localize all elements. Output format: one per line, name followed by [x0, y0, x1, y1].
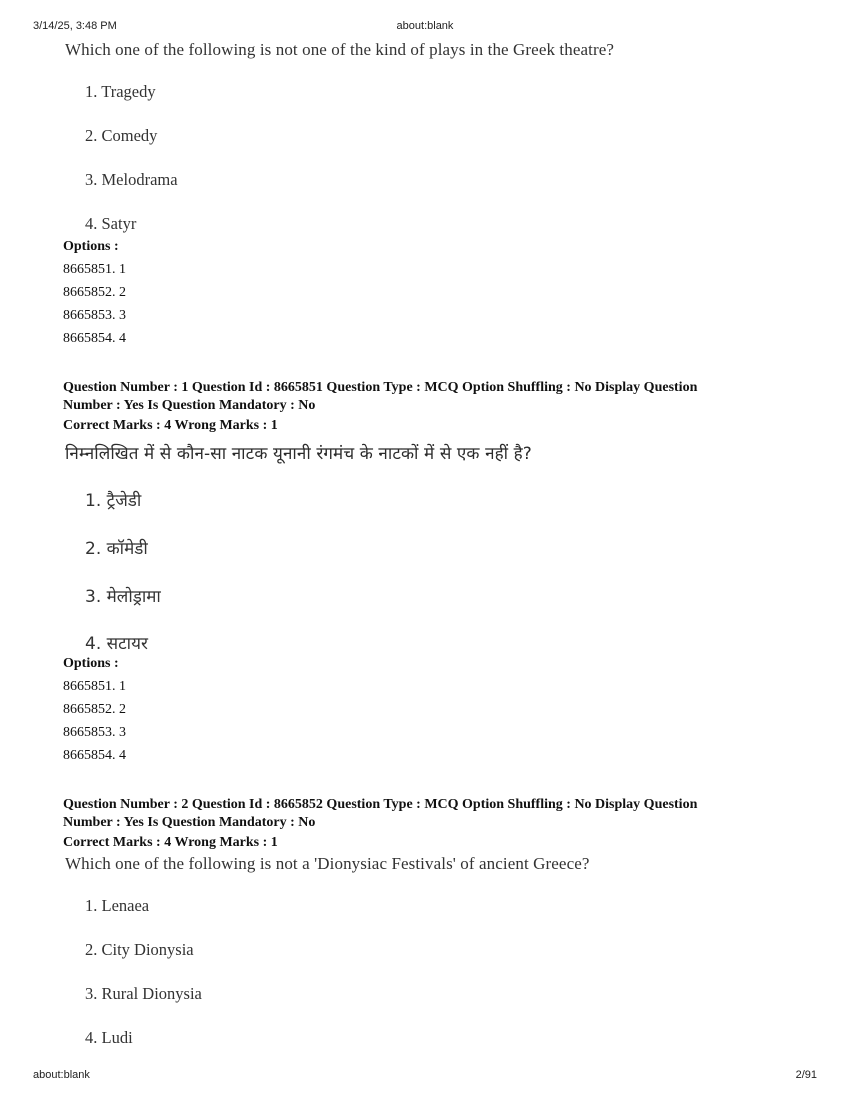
option-id: 8665854. 4: [63, 331, 126, 346]
question-1-choice-1: 1. Tragedy: [85, 82, 156, 101]
option-id: 8665853. 3: [63, 308, 126, 323]
question-1-choice-4: 4. Satyr: [85, 214, 137, 233]
question-meta-line: Number : Yes Is Question Mandatory : No: [63, 815, 316, 830]
question-2-choice-1: 1. ट्रैजेडी: [85, 491, 142, 511]
print-title: about:blank: [396, 20, 454, 32]
marks-line: Correct Marks : 4 Wrong Marks : 1: [63, 418, 278, 433]
options-label: Options :: [63, 656, 119, 671]
print-datetime: 3/14/25, 3:48 PM: [33, 20, 117, 32]
marks-line: Correct Marks : 4 Wrong Marks : 1: [63, 835, 278, 850]
question-meta: [63, 379, 783, 435]
question-3-choice-4: 4. Ludi: [85, 1028, 133, 1047]
option-id: 8665853. 3: [63, 725, 126, 740]
option-id: 8665851. 1: [63, 679, 126, 694]
question-meta-line: Number : Yes Is Question Mandatory : No: [63, 398, 316, 413]
question-meta: [63, 796, 783, 852]
question-2-choice-3: 3. मेलोड्रामा: [85, 587, 161, 607]
question-meta-line: Question Number : 2 Question Id : 8665852 Question Type : MCQ Option Shuffling : No Display Question: [63, 797, 698, 812]
question-3-choice-1: 1. Lenaea: [85, 896, 150, 915]
question-2-choice-4: 4. सटायर: [85, 634, 148, 654]
question-1-text: Which one of the following is not one of the kind of plays in the Greek theatre?: [65, 40, 615, 59]
question-1-choice-3: 3. Melodrama: [85, 170, 178, 189]
question-3-choice-3: 3. Rural Dionysia: [85, 984, 202, 1003]
options-label: Options :: [63, 239, 119, 254]
option-id: 8665852. 2: [63, 702, 126, 717]
option-id: 8665851. 1: [63, 262, 126, 277]
question-3-choice-2: 2. City Dionysia: [85, 940, 194, 959]
page-number: 2/91: [795, 1069, 817, 1081]
option-id: 8665852. 2: [63, 285, 126, 300]
option-id: 8665854. 4: [63, 748, 126, 763]
question-meta-line: Question Number : 1 Question Id : 8665851 Question Type : MCQ Option Shuffling : No Display Question: [63, 380, 698, 395]
print-url: about:blank: [33, 1069, 90, 1081]
question-2-choice-2: 2. कॉमेडी: [85, 539, 148, 559]
question-1-choice-2: 2. Comedy: [85, 126, 158, 145]
question-2-text-hindi: निम्नलिखित में से कौन-सा नाटक यूनानी रंगमंच के नाटकों में से एक नहीं है?: [65, 444, 532, 464]
question-3-text: Which one of the following is not a 'Dionysiac Festivals' of ancient Greece?: [65, 854, 590, 873]
